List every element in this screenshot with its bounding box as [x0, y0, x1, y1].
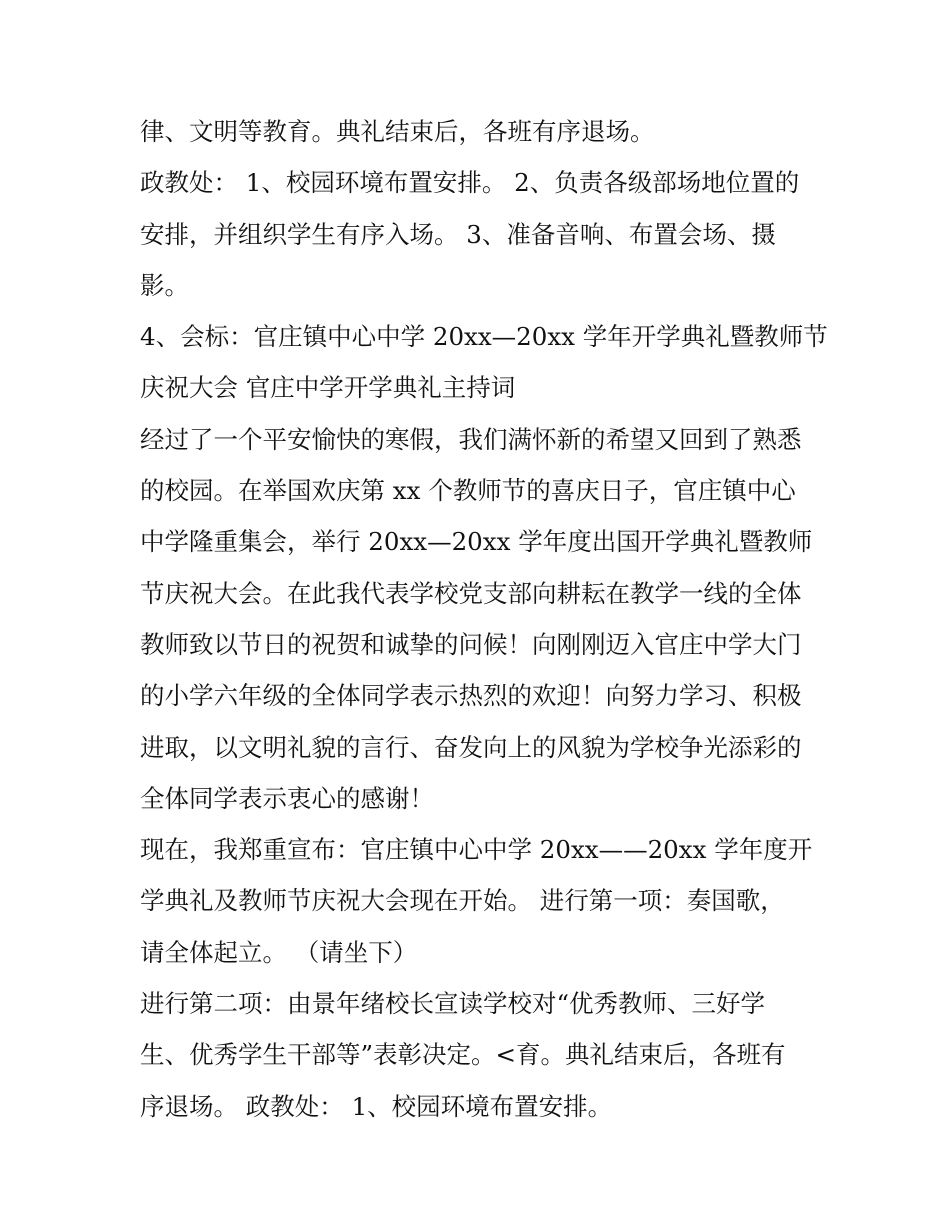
text-line: 生、优秀学生干部等”表彰决定。<育。典礼结束后，各班有 [140, 1040, 786, 1070]
text-line: 政教处： 1、校园环境布置安排。 2、负责各级部场地位置的 [140, 168, 800, 198]
document-body [140, 106, 828, 1132]
text-line: 影。 [140, 270, 189, 300]
text-line: 节庆祝大会。在此我代表学校党支部向耕耘在教学一线的全体 [140, 578, 802, 608]
text-line: 经过了一个平安愉快的寒假，我们满怀新的希望又回到了熟悉 [140, 424, 802, 454]
text-line: 安排，并组织学生有序入场。 3、准备音响、布置会场、摄 [140, 219, 776, 249]
text-line: 进取，以文明礼貌的言行、奋发向上的风貌为学校争光添彩的 [140, 732, 802, 762]
text-line: 进行第二项：由景年绪校长宣读学校对“优秀教师、三好学 [140, 989, 766, 1019]
text-line: 序退场。 政教处： 1、校园环境布置安排。 [140, 1091, 613, 1121]
text-line: 学典礼及教师节庆祝大会现在开始。 进行第一项：奏国歌， [140, 886, 785, 916]
text-line: 庆祝大会 官庄中学开学典礼主持词 [140, 373, 516, 403]
text-line: 的小学六年级的全体同学表示热烈的欢迎！向努力学习、积极 [140, 681, 802, 711]
text-line: 现在，我郑重宣布：官庄镇中心中学 20xx——20xx 学年度开 [140, 835, 813, 865]
text-line: 律、文明等教育。典礼结束后，各班有序退场。 [140, 117, 655, 146]
text-line: 4、会标：官庄镇中心中学 20xx—20xx 学年开学典礼暨教师节 [140, 322, 828, 352]
text-line: 请全体起立。 （请坐下） [140, 937, 418, 967]
text-line: 中学隆重集会，举行 20xx—20xx 学年度出国开学典礼暨教师 [140, 527, 813, 557]
text-line: 的校园。在举国欢庆第 xx 个教师节的喜庆日子，官庄镇中心 [140, 476, 796, 506]
text-line: 全体同学表示衷心的感谢！ [140, 783, 434, 813]
text-line: 教师致以节日的祝贺和诚挚的问候！向刚刚迈入官庄中学大门 [140, 629, 802, 659]
